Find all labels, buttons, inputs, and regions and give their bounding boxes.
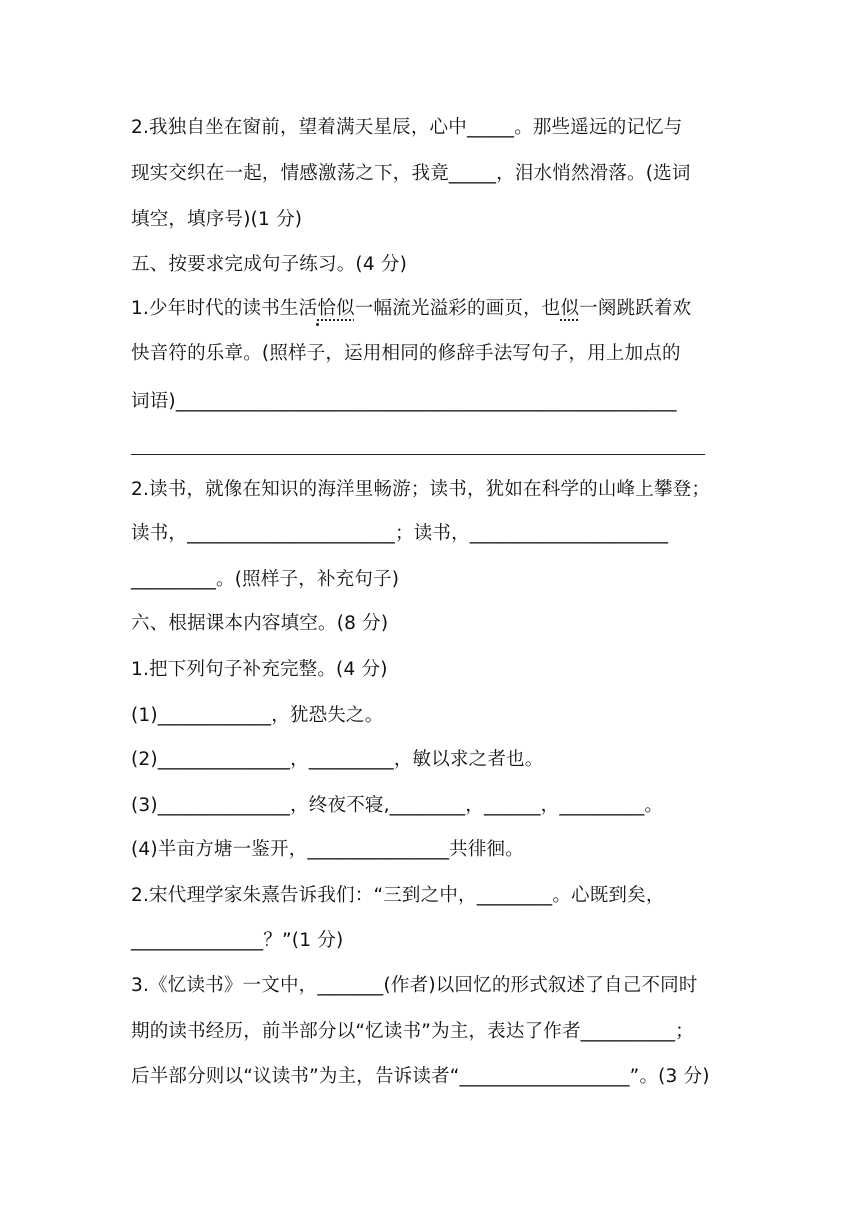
section-6-heading: 六、根据课本内容填空。(8 分) <box>131 613 389 634</box>
dotted-word-si: 似 <box>560 298 580 319</box>
s6-q1-item-4: (4)半亩方塘一鉴开，_______________共徘徊。 <box>131 839 524 860</box>
s5-q1-line-1 <box>131 297 691 321</box>
s6-q1-item-2: (2)______________，_________，敏以求之者也。 <box>131 749 544 770</box>
q2-line-3: 填空，填序号)(1 分) <box>131 209 303 230</box>
s5-q1-text-c: 一阕跳跃着欢 <box>579 298 692 319</box>
s6-q1-item-3: (3)______________，终夜不寝,________，______，_________。 <box>131 795 664 816</box>
s5-q2-line-2: 读书，______________________；读书，_____________________ <box>131 523 669 544</box>
q2-line-1: 2.我独自坐在窗前，望着满天星辰，心中_____。那些遥远的记忆与 <box>131 117 683 138</box>
s5-q1-line-3: 词语)_____________________________________________________ <box>131 391 677 412</box>
s6-q3-line-3: 后半部分则以“议读书”为主，告诉读者“__________________”。(3 分) <box>131 1066 710 1087</box>
s6-q1-item-1: (1)____________，犹恐失之。 <box>131 705 384 726</box>
s6-q2-line-1: 2.宋代理学家朱熹告诉我们：“三到之中，________。心既到矣， <box>131 885 665 906</box>
s6-q3-line-1: 3.《忆读书》一文中，_______(作者)以回忆的形式叙述了自己不同时 <box>131 975 698 996</box>
section-5-heading: 五、按要求完成句子练习。(4 分) <box>131 254 407 275</box>
s5-q1-line-2: 快音符的乐章。(照样子，运用相同的修辞手法写句子，用上加点的 <box>131 343 681 364</box>
dotted-word-qiasi-text: 恰似 <box>317 298 355 319</box>
s5-q1-text-a: 1.少年时代的读书生活 <box>131 298 318 319</box>
s6-q2-line-2: ______________？”(1 分) <box>131 930 344 951</box>
s5-q2-line-3: _________。(照样子，补充句子) <box>131 569 400 590</box>
answer-blank-line <box>131 454 705 455</box>
s6-q1: 1.把下列句子补充完整。(4 分) <box>131 659 388 680</box>
s5-q1-text-b: 一幅流光溢彩的画页，也 <box>354 298 561 319</box>
s6-q3-line-2: 期的读书经历，前半部分以“忆读书”为主，表达了作者__________； <box>131 1021 694 1042</box>
s5-q2-line-1: 2.读书，就像在知识的海洋里畅游；读书，犹如在科学的山峰上攀登； <box>131 479 711 500</box>
q2-line-2: 现实交织在一起，情感激荡之下，我竟_____，泪水悄然滑落。(选词 <box>131 163 691 184</box>
